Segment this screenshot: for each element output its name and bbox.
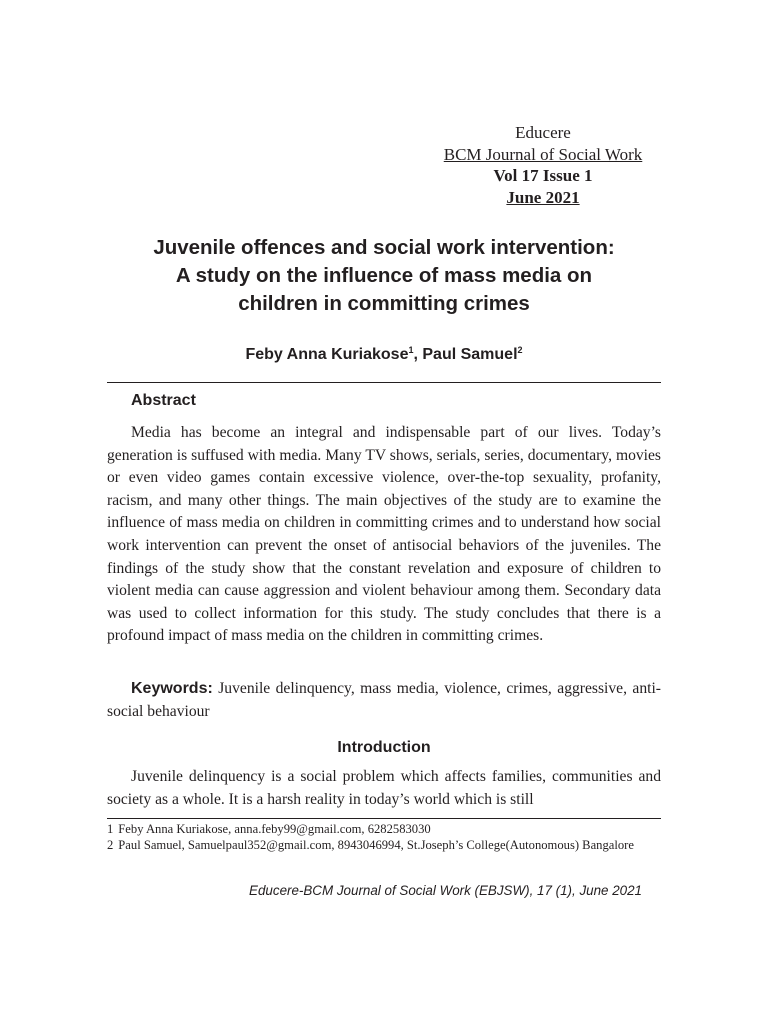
section-divider bbox=[107, 382, 661, 383]
abstract-heading: Abstract bbox=[131, 392, 196, 409]
journal-date: June 2021 bbox=[506, 187, 580, 207]
author-footnote-mark: 1 bbox=[408, 345, 414, 355]
keywords-text: Juvenile delinquency, mass media, violence, crimes, aggressive, anti-social behaviour bbox=[107, 680, 661, 720]
author-name: Feby Anna Kuriakose bbox=[245, 346, 409, 363]
author-name: Paul Samuel bbox=[422, 346, 518, 363]
running-footer: Educere-BCM Journal of Social Work (EBJSW), 17 (1), June 2021 bbox=[249, 883, 642, 898]
introduction-heading: Introduction bbox=[337, 739, 431, 756]
footnote-number: 2 bbox=[107, 837, 114, 852]
author-separator: , bbox=[413, 346, 423, 363]
footnote bbox=[107, 838, 661, 854]
journal-header bbox=[400, 122, 686, 208]
footnote-text: Feby Anna Kuriakose, anna.feby99@gmail.com, 6282583030 bbox=[118, 822, 431, 836]
keywords-paragraph bbox=[107, 678, 661, 723]
keywords-label: Keywords: bbox=[131, 680, 213, 697]
journal-title: BCM Journal of Social Work bbox=[443, 144, 643, 164]
journal-volume: Vol 17 Issue 1 bbox=[493, 166, 593, 185]
footnote-divider bbox=[107, 818, 661, 819]
footnote-number: 1 bbox=[107, 822, 114, 836]
footnote bbox=[107, 822, 661, 838]
article-title bbox=[100, 234, 668, 318]
journal-name: Educere bbox=[515, 123, 571, 142]
title-line: Juvenile offences and social work intervention: bbox=[153, 236, 615, 259]
author-footnote-mark: 2 bbox=[517, 345, 523, 355]
title-line: children in committing crimes bbox=[238, 292, 530, 315]
introduction-text: Juvenile delinquency is a social problem which affects families, communities and society as a whole. It is a harsh reality in today’s world which is still bbox=[107, 768, 661, 808]
abstract-text: Media has become an integral and indispensable part of our lives. Today’s generation is suffused with media. Many TV shows, serials, series, documentary, movies or even video games contain excessive violence, over-the-top sexuality, profanity, racism, and many other things. The main objectives of the study are to examine the influence of mass media on children in committing crimes and to understand how social work intervention can prevent the onset of antisocial behaviors of the juveniles. The findings of the study show that the constant revelation and exposure of children to violent media can cause aggression and violent behaviour among them. Secondary data was used to collect information for this study. The study concludes that there is a profound impact of mass media on the children in committing crimes. bbox=[107, 424, 661, 645]
footnotes bbox=[107, 822, 661, 853]
author-list bbox=[100, 339, 668, 366]
title-line: A study on the influence of mass media on bbox=[175, 264, 593, 287]
footnote-text: Paul Samuel, Samuelpaul352@gmail.com, 8943046994, St.Joseph’s College(Autonomous) Bangalore bbox=[118, 837, 634, 852]
